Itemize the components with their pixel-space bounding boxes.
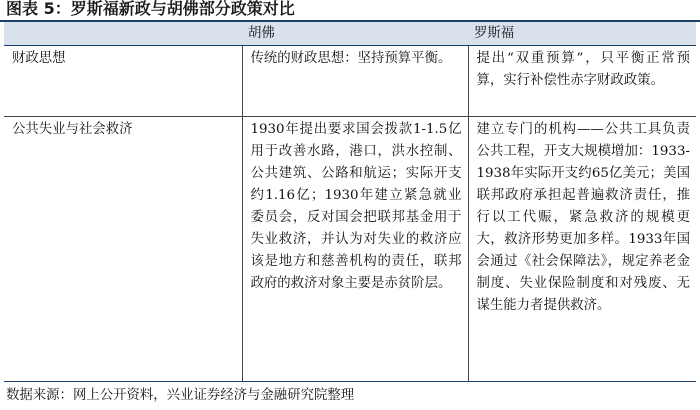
roosevelt-relief-cell: 建立专门的机构——公共工具负责公共工程，开支大规模增加：1933-1938年实际开支约65亿美元；美国联邦政府承担起普遍救济责任，推行以工代赈，紧急救济的规模更大，救济形势更加多样。1933年国会通过《社会保障法》，规定养老金制度、失业保险制度和对残废、无谋生能力者提供救济。 — [468, 117, 696, 382]
header-roosevelt: 罗斯福 — [468, 22, 696, 46]
policy-comparison-table — [4, 22, 696, 382]
row-label-relief: 公共失业与社会救济 — [4, 117, 242, 382]
hoover-relief-cell: 1930年提出要求国会拨款1-1.5亿用于改善水路，港口，洪水控制、公共建筑、公路和航运；实际开支约1.16亿；1930年建立紧急就业委员会，反对国会把联邦基金用于失业救济，并认为对失业的救济应该是地方和慈善机构的责任，联邦政府的救济对象主要是赤贫阶层。 — [242, 117, 468, 382]
roosevelt-fiscal-cell: 提出“双重预算”，只平衡正常预算，实行补偿性赤字财政政策。 — [468, 46, 696, 117]
table-row — [4, 46, 696, 117]
table-header-row — [4, 22, 696, 46]
header-hoover: 胡佛 — [242, 22, 468, 46]
figure-title: 图表 5：罗斯福新政与胡佛部分政策对比 — [6, 0, 295, 18]
row-label-fiscal: 财政思想 — [4, 46, 242, 117]
table-row — [4, 117, 696, 382]
hoover-fiscal-cell: 传统的财政思想：坚持预算平衡。 — [242, 46, 468, 117]
source-note: 数据来源：网上公开资料，兴业证券经济与金融研究院整理 — [6, 388, 355, 403]
header-empty — [4, 22, 242, 46]
